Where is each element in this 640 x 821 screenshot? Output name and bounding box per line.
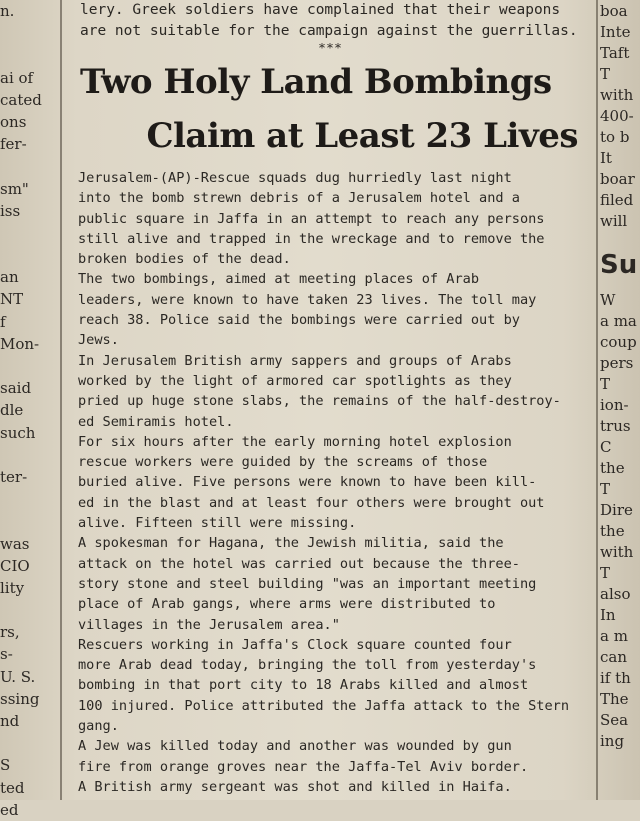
text-line: ssing	[0, 689, 40, 708]
text-line: Mon-	[0, 334, 40, 353]
text-line: The	[600, 690, 629, 708]
text-line	[0, 510, 58, 532]
text-line: NT	[0, 290, 24, 309]
text-line: Sea	[600, 711, 629, 729]
text-line: In	[600, 606, 616, 624]
text-line	[0, 732, 58, 754]
text-line: dle	[0, 401, 24, 420]
text-line: was	[0, 534, 30, 553]
text-line: 100 injured. Police attributed the Jaffa attack to the Stern	[78, 697, 570, 714]
text-line: fer-	[0, 135, 27, 154]
text-line: A British army sergeant was shot and killed in Haifa.	[78, 778, 512, 795]
text-line: cated	[0, 90, 42, 109]
text-line	[0, 444, 58, 466]
text-line: ed in the blast and at least four others were brought out	[78, 494, 545, 511]
text-line: ed	[0, 800, 19, 819]
section-heading: Su	[600, 250, 638, 280]
text-line	[0, 222, 58, 244]
text-line: ed Semiramis hotel.	[78, 413, 234, 430]
text-line: Inte	[600, 23, 631, 41]
text-line: rescue workers were guided by the screams of those	[78, 454, 488, 471]
headline-line-1: Two Holy Land Bombings	[80, 62, 552, 102]
text-line: A spokesman for Hagana, the Jewish militia, said the	[78, 535, 504, 552]
text-line: can	[600, 648, 628, 666]
text-line: said	[0, 379, 32, 398]
text-line	[0, 155, 58, 177]
text-line: Dire	[600, 501, 633, 519]
text-line: boa	[600, 2, 628, 20]
text-line: Rescuers working in Jaffa's Clock square counted four	[78, 636, 512, 653]
text-line: with	[600, 86, 634, 104]
text-line: T	[600, 65, 611, 83]
text-line: into the bomb strewn debris of a Jerusalem hotel and a	[78, 190, 520, 207]
text-line: more Arab dead today, bringing the toll from yesterday's	[78, 657, 537, 674]
text-line: Taft	[600, 44, 630, 62]
text-line: worked by the light of armored car spotlights as they	[78, 372, 512, 389]
text-line: ted	[0, 778, 25, 797]
text-line: reach 38. Police said the bombings were carried out by	[78, 312, 520, 329]
text-line: alive. Fifteen still were missing.	[78, 515, 357, 532]
text-line: ion-	[600, 396, 629, 414]
text-line: ai of	[0, 68, 34, 87]
text-line: Jerusalem-(AP)-Rescue squads dug hurriedly last night	[78, 170, 512, 186]
text-line: attack on the hotel was carried out because the three-	[78, 555, 520, 572]
text-line: s-	[0, 645, 13, 664]
text-line: CIO	[0, 556, 30, 575]
text-line: T	[600, 375, 611, 393]
text-line: n.	[0, 2, 15, 20]
right-column	[600, 0, 640, 800]
text-line: if th	[600, 669, 631, 687]
text-line: 400-	[600, 107, 634, 125]
article-body	[68, 168, 594, 797]
text-line: W	[600, 291, 616, 309]
text-line: such	[0, 423, 36, 442]
text-line: a m	[600, 627, 628, 645]
text-line: T	[600, 564, 611, 582]
text-line	[0, 488, 58, 510]
text-line: to b	[600, 128, 630, 146]
headline-line-2: Claim at Least 23 Lives	[146, 116, 578, 156]
text-line: iss	[0, 201, 21, 220]
text-line: an	[0, 268, 19, 287]
text-line: leaders, were known to have taken 23 lives. The toll may	[78, 291, 537, 308]
text-line: with	[600, 543, 634, 561]
text-line: still alive and trapped in the wreckage and to remove the	[78, 230, 545, 247]
text-line: U. S.	[0, 667, 36, 686]
text-line: gang.	[78, 718, 119, 735]
text-line	[0, 244, 58, 266]
text-line: ing	[600, 732, 625, 750]
text-line: also	[600, 585, 631, 603]
text-line: rs,	[0, 623, 20, 642]
text-line: pers	[600, 354, 634, 372]
text-line: C	[600, 438, 612, 456]
text-line: public square in Jaffa in an attempt to reach any persons	[78, 210, 545, 227]
separator: ***	[319, 41, 343, 55]
text-line	[0, 599, 58, 621]
text-line: pried up huge stone slabs, the remains of the half-destroy-	[78, 393, 561, 410]
main-article	[68, 0, 594, 800]
text-line: coup	[600, 333, 637, 351]
text-line: nd	[0, 712, 20, 730]
text-line: The two bombings, aimed at meeting places of Arab	[78, 271, 480, 288]
text-line: a ma	[600, 312, 637, 330]
text-line: ons	[0, 112, 27, 131]
text-line: the	[600, 522, 625, 540]
text-line: bombing in that port city to 18 Arabs killed and almost	[78, 677, 529, 694]
previous-article-tail	[68, 0, 594, 42]
text-line: villages in the Jerusalem area."	[78, 616, 340, 633]
text-line: filed	[600, 191, 634, 209]
column-rule-right	[596, 0, 598, 800]
text-line	[0, 44, 58, 66]
text-line: the	[600, 459, 625, 477]
text-line	[0, 355, 58, 377]
left-column	[0, 0, 58, 819]
text-line: Jews.	[78, 332, 119, 349]
text-line: lity	[0, 578, 25, 597]
column-rule-left	[60, 0, 62, 800]
text-line: A Jew was killed today and another was wounded by gun	[78, 738, 512, 755]
text-line: fire from orange groves near the Jaffa-Tel Aviv border.	[78, 758, 529, 775]
text-line: broken bodies of the dead.	[78, 251, 291, 268]
text-line: It	[600, 149, 612, 167]
text-line: f	[0, 312, 6, 331]
text-line: trus	[600, 417, 631, 435]
text-line: place of Arab gangs, where arms were distributed to	[78, 596, 496, 613]
text-line: lery. Greek soldiers have complained that their weapons	[80, 2, 561, 18]
text-line: T	[600, 480, 611, 498]
text-line: will	[600, 212, 628, 230]
text-line: In Jerusalem British army sappers and groups of Arabs	[78, 352, 512, 369]
text-line: boar	[600, 170, 635, 188]
text-line: ter-	[0, 467, 28, 486]
text-line	[0, 22, 58, 44]
text-line: For six hours after the early morning hotel explosion	[78, 433, 512, 450]
text-line: S	[0, 756, 11, 775]
text-line: buried alive. Five persons were known to have been kill-	[78, 474, 537, 491]
text-line: are not suitable for the campaign against the guerrillas.	[80, 23, 578, 39]
text-line: story stone and steel building "was an important meeting	[78, 575, 537, 592]
text-line: sm"	[0, 179, 29, 198]
